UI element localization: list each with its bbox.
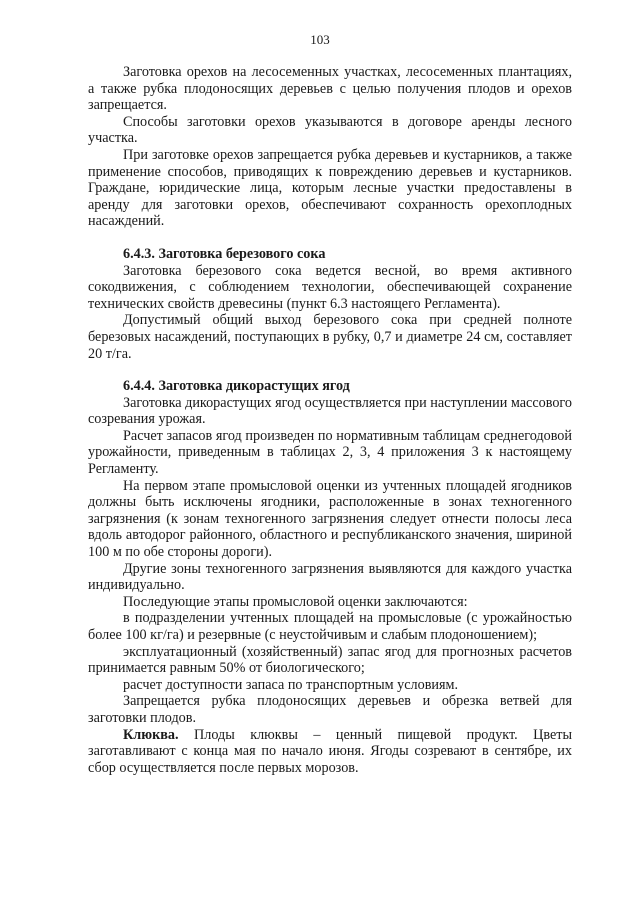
paragraph: Последующие этапы промысловой оценки заключаются: bbox=[123, 593, 468, 610]
page-number: 103 bbox=[310, 32, 330, 47]
spacer bbox=[88, 362, 572, 378]
paragraph: Запрещается рубка плодоносящих деревьев и обрезка ветвей для заготовки плодов. bbox=[88, 693, 572, 726]
section-heading-wild-berries: 6.4.4. Заготовка дикорастущих ягод bbox=[123, 378, 350, 395]
section-heading-birch-sap: 6.4.3. Заготовка березового сока bbox=[123, 245, 326, 262]
paragraph: в подразделении учтенных площадей на промысловые (с урожайностью более 100 кг/га) и резервные (с неустойчивым и слабым плодоношением); bbox=[88, 610, 572, 643]
paragraph: Допустимый общий выход березового сока при средней полноте березовых насаждений, поступающих в рубку, 0,7 и диаметре 24 см, составляет 20 т/га. bbox=[88, 312, 572, 362]
paragraph: Заготовка березового сока ведется весной, во время активного сокодвижения, с соблюдением технологии, обеспечивающей сохранение технических свойств древесины (пункт 6.3 настоящего Регламента). bbox=[88, 262, 572, 312]
paragraph-cranberry bbox=[88, 727, 572, 777]
paragraph: Другие зоны техногенного загрязнения выявляются для каждого участка индивидуально. bbox=[88, 560, 572, 594]
paragraph: На первом этапе промысловой оценки из учтенных площадей ягодников должны быть исключены ягодники, расположенные в зонах техногенного загрязнения (к зонам техногенного загрязнения следует отнести полосы леса вдоль автодорог районного, областного и республиканского значения, шириной 100 м по обе стороны дороги). bbox=[88, 477, 572, 561]
paragraph: При заготовке орехов запрещается рубка деревьев и кустарников, а также применение способов, приводящих к повреждению деревьев и кустарников. Граждане, юридические лица, которым лесные участки предоставлены в аренду для заготовки орехов, обеспечивают сохранность орехоплодных насаждений. bbox=[88, 146, 572, 230]
paragraph: расчет доступности запаса по транспортным условиям. bbox=[123, 676, 459, 693]
document-body bbox=[88, 64, 572, 776]
cranberry-term: Клюква. bbox=[123, 726, 179, 743]
spacer bbox=[88, 230, 572, 246]
paragraph: Расчет запасов ягод произведен по нормативным таблицам среднегодовой урожайности, приведенным в таблицах 2, 3, 4 приложения 3 к настоящему Регламенту. bbox=[88, 427, 572, 478]
paragraph: Способы заготовки орехов указываются в договоре аренды лесного участка. bbox=[88, 113, 572, 147]
cranberry-text: Плоды клюквы – ценный пищевой продукт. Цветы заготавливают с конца мая по начало июня. Ягоды созревают в сентябре, их сбор осуществляется после первых морозов. bbox=[88, 726, 572, 776]
paragraph: Заготовка дикорастущих ягод осуществляется при наступлении массового созревания урожая. bbox=[88, 394, 572, 428]
paragraph: Заготовка орехов на лесосеменных участках, лесосеменных плантациях, а также рубка плодоносящих деревьев с целью получения плодов и орехов запрещается. bbox=[88, 64, 572, 114]
paragraph: эксплуатационный (хозяйственный) запас ягод для прогнозных расчетов принимается равным 50% от биологического; bbox=[88, 643, 572, 677]
